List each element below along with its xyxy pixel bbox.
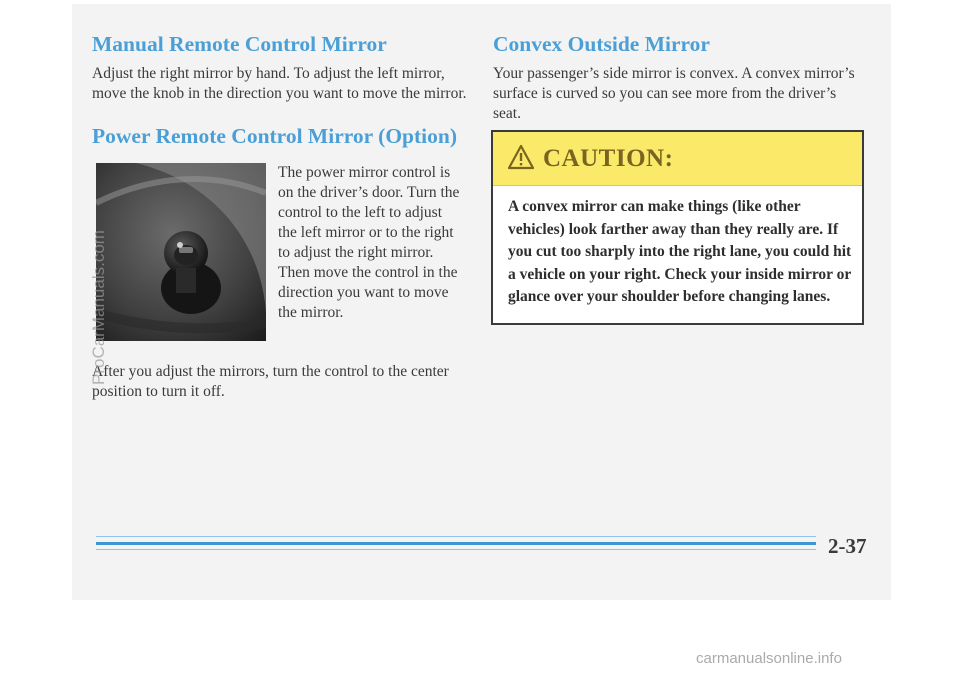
manual-mirror-heading: Manual Remote Control Mirror <box>92 32 387 56</box>
footer-rule-bottom <box>96 549 816 550</box>
convex-mirror-text: Your passenger’s side mirror is convex. A convex mirror’s surface is curved so you can see more from the driver’s seat. <box>493 65 855 122</box>
convex-mirror-heading: Convex Outside Mirror <box>493 32 710 56</box>
power-mirror-heading: Power Remote Control Mirror (Option) <box>92 124 458 148</box>
warning-triangle-icon <box>507 144 535 170</box>
caution-title: CAUTION: <box>543 145 674 172</box>
after-adjust-text: After you adjust the mirrors, turn the control to the center position to turn it off. <box>92 363 449 400</box>
footer-url: carmanualsonline.info <box>696 650 842 667</box>
manual-mirror-text: Adjust the right mirror by hand. To adjust the left mirror, move the knob in the direction you want to move the mirror. <box>92 65 467 102</box>
footer-rule-main <box>96 542 816 545</box>
footer-rule-top <box>96 536 816 537</box>
mirror-control-knob-image <box>96 163 266 341</box>
caution-box <box>491 130 864 325</box>
power-mirror-text: The power mirror control is on the driver’s door. Turn the control to the left to adjust the left mirror or to the right to adjust the right mirror. Then move the control in the direction you want to move the mirror. <box>278 164 460 321</box>
mirror-control-photo <box>96 163 266 341</box>
caution-header <box>493 132 862 186</box>
procarmanuals-watermark <box>78 175 114 395</box>
caution-text: A convex mirror can make things (like other vehicles) look farther away than they really are. If you cut too sharply into the right lane, you could hit a vehicle on your right. Check your inside mirror or glance over your shoulder before changing lanes. <box>508 198 852 305</box>
page-number: 2-37 <box>828 534 867 558</box>
svg-text:ProCarManuals.com: ProCarManuals.com <box>89 230 108 385</box>
